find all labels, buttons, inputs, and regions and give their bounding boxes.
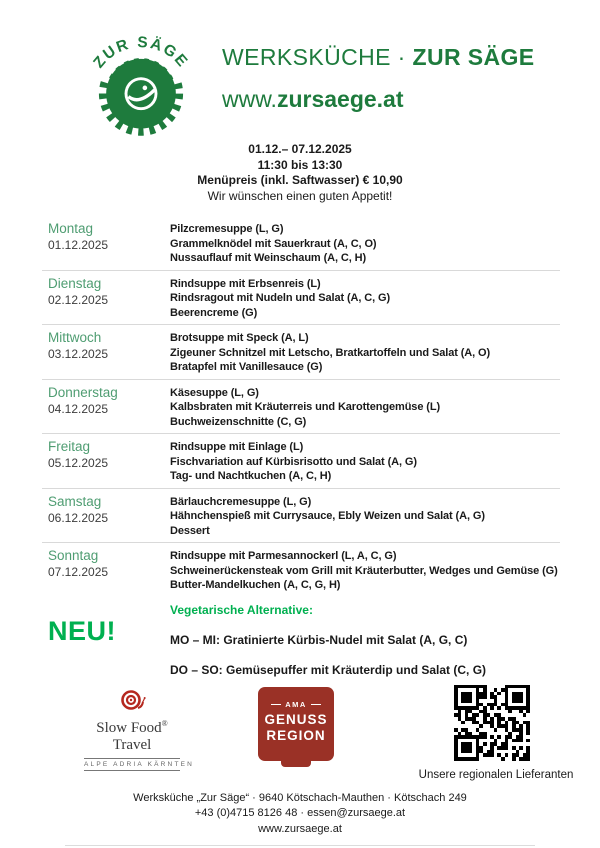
menu-items <box>170 439 560 484</box>
veg-right <box>170 603 560 677</box>
ama-genuss-text: GENUSS <box>264 711 328 727</box>
menu-item: Rindsuppe mit Parmesannockerl (L, A, C, G) <box>170 550 397 562</box>
footer <box>0 791 600 838</box>
menu-item: Brotsuppe mit Speck (A, L) <box>170 332 309 344</box>
footer-contact: +43 (0)4715 8126 48 · essen@zursaege.at <box>194 807 406 820</box>
day-cell <box>42 494 170 539</box>
info-block <box>0 142 600 204</box>
partners-section <box>0 685 600 787</box>
slow-food-title <box>84 715 180 737</box>
slow-food-text: Slow Food <box>96 719 162 736</box>
menu-item: Hähnchenspieß mit Currysauce, Ebly Weizen und Salat (A, G) <box>170 510 485 522</box>
qr-caption: Unsere regionalen Lieferanten <box>418 768 574 781</box>
day-cell <box>42 385 170 430</box>
day-date: 06.12.2025 <box>48 510 109 525</box>
menu-item: Dessert <box>170 524 210 537</box>
day-cell <box>42 276 170 321</box>
snail-icon <box>118 689 146 713</box>
menu-row-samstag <box>42 488 560 543</box>
logo-arc-text: ZUR SÄGE <box>90 34 192 72</box>
day-name: Mittwoch <box>48 330 102 345</box>
day-name: Sonntag <box>48 548 99 563</box>
slow-food-travel-text: Travel <box>112 736 152 753</box>
footer-address: Werksküche „Zur Säge“ · 9640 Kötschach-Mauthen · Kötschach 249 <box>133 791 467 804</box>
slow-food-tagline: ALPE ADRIA KÄRNTEN <box>84 758 180 771</box>
vegetarian-section <box>42 603 560 677</box>
menu-item: Grammelknödel mit Sauerkraut (A, C, O) <box>170 237 377 250</box>
brand-website <box>222 86 535 113</box>
menu-item: Schweinerückensteak vom Grill mit Kräuterbutter, Wedges und Gemüse (G) <box>170 564 558 577</box>
ama-top-row <box>258 700 334 709</box>
qr-code <box>454 685 530 761</box>
header <box>0 0 600 140</box>
menu-item: Butter-Mandelkuchen (A, C, G, H) <box>170 579 341 591</box>
day-cell <box>42 330 170 375</box>
opening-hours: 11:30 bis 13:30 <box>257 157 343 172</box>
day-name: Montag <box>48 221 94 236</box>
menu-items <box>170 548 560 593</box>
date-range: 01.12.– 07.12.2025 <box>248 142 352 156</box>
ama-label: AMA <box>285 699 307 709</box>
day-cell <box>42 439 170 484</box>
day-date: 07.12.2025 <box>48 565 109 579</box>
greeting-text: Wir wünschen einen guten Appetit! <box>207 188 393 203</box>
registered-mark: ® <box>161 718 168 728</box>
website-prefix: www. <box>222 86 277 112</box>
day-name: Samstag <box>48 493 102 509</box>
menu-item: Fischvariation auf Kürbisrisotto und Salat (A, G) <box>170 455 417 468</box>
footer-website: www.zursaege.at <box>258 823 342 836</box>
menu-item: Zigeuner Schnitzel mit Letscho, Bratkartoffeln und Salat (A, O) <box>170 346 491 359</box>
zur-saege-logo <box>82 24 200 144</box>
menu-items <box>170 494 560 539</box>
website-domain: zursaege.at <box>276 86 404 112</box>
weekly-menu-table <box>42 216 560 597</box>
neu-badge: NEU! <box>48 615 116 646</box>
menu-item: Rindsuppe mit Erbsenreis (L) <box>170 277 321 290</box>
title-regular: WERKSKÜCHE · <box>222 44 413 70</box>
day-name: Donnerstag <box>48 384 118 400</box>
day-name: Freitag <box>48 439 91 454</box>
menu-row-freitag <box>42 433 560 488</box>
bottom-divider <box>65 845 535 846</box>
menu-item: Pilzcremesuppe (L, G) <box>170 223 284 235</box>
slow-food-travel-logo <box>84 689 195 771</box>
menu-items <box>170 221 560 266</box>
menu-items <box>170 385 560 430</box>
title-bold: ZUR SÄGE <box>412 44 535 70</box>
menu-row-dienstag <box>42 270 560 325</box>
menu-item: Bärlauchcremesuppe (L, G) <box>170 495 312 508</box>
day-date: 04.12.2025 <box>48 401 109 416</box>
page-title <box>222 44 535 71</box>
day-date: 02.12.2025 <box>48 292 109 307</box>
menu-item: Käsesuppe (L, G) <box>170 386 259 399</box>
menu-items <box>170 276 560 321</box>
menu-row-sonntag <box>42 542 560 597</box>
day-date: 05.12.2025 <box>48 456 109 470</box>
veg-left <box>42 603 170 677</box>
menu-item: Beerencreme (G) <box>170 306 258 319</box>
menu-item: Rindsragout mit Nudeln und Salat (A, C, G) <box>170 292 391 304</box>
menu-price: Menüpreis (inkl. Saftwasser) € 10,90 <box>197 173 403 187</box>
dash-left <box>271 704 281 705</box>
veg-heading: Vegetarische Alternative: <box>170 602 313 617</box>
menu-items <box>170 330 560 375</box>
brand-text <box>222 44 535 113</box>
menu-row-montag <box>42 216 560 270</box>
ama-genuss-region-badge <box>258 687 334 761</box>
menu-item: Bratapfel mit Vanillesauce (G) <box>170 361 323 373</box>
day-name: Dienstag <box>48 275 102 291</box>
day-date: 01.12.2025 <box>48 238 109 252</box>
menu-item: Tag- und Nachtkuchen (A, C, H) <box>170 470 332 482</box>
menu-row-donnerstag <box>42 379 560 434</box>
menu-item: Buchweizenschnitte (C, G) <box>170 415 307 428</box>
menu-item: Kalbsbraten mit Kräuterreis und Karottengemüse (L) <box>170 401 441 413</box>
menu-item: Rindsuppe mit Einlage (L) <box>170 441 304 453</box>
day-cell <box>42 548 170 593</box>
veg-option-do-so: DO – SO: Gemüsepuffer mit Kräuterdip und Salat (C, G) <box>170 662 487 677</box>
day-date: 03.12.2025 <box>48 347 109 361</box>
saw-blade-icon <box>82 24 200 144</box>
menu-row-mittwoch <box>42 324 560 379</box>
veg-option-mo-mi: MO – MI: Gratinierte Kürbis-Nudel mit Salat (A, G, C) <box>170 632 468 647</box>
menu-item: Nussauflauf mit Weinschaum (A, C, H) <box>170 252 367 264</box>
ama-region-text: REGION <box>266 727 326 743</box>
qr-module <box>526 757 530 761</box>
dash-right <box>311 704 321 705</box>
day-cell <box>42 221 170 266</box>
